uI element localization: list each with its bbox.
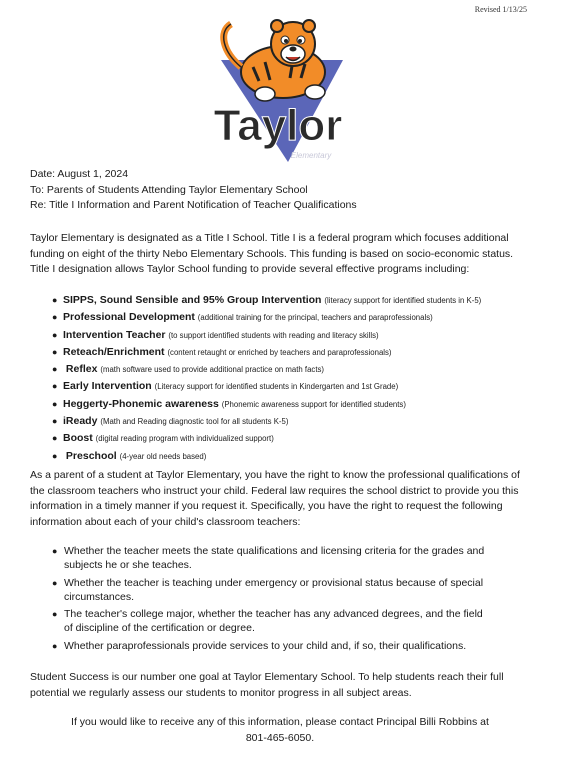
bullet-icon: ●: [52, 295, 58, 305]
program-desc: (digital reading program with individualized support): [95, 434, 274, 444]
program-item: [52, 344, 481, 361]
bullet-icon: ●: [52, 398, 58, 409]
contact-paragraph: If you would like to receive any of this information, please contact Principal Billi Robbins at 801-465-6050.: [71, 716, 489, 744]
program-desc: (content retaught or enriched by teachers and paraprofessionals): [167, 347, 392, 357]
bullet-icon: ●: [52, 329, 58, 340]
program-name: Early Intervention: [63, 380, 152, 393]
bullet-icon: ●: [52, 546, 58, 556]
program-desc: (4-year old needs based): [119, 451, 207, 461]
rights-item: ● Whether paraprofessionals provide services to your child and, if so, their qualifications.: [52, 639, 467, 652]
program-name: Reflex: [65, 363, 98, 376]
logo-tagline: Elementary: [290, 151, 332, 160]
bullet-icon: ●: [52, 416, 58, 427]
letter-date: Date: August 1, 2024: [30, 168, 129, 180]
program-desc: (to support identified students with reading and literacy skills): [168, 330, 379, 340]
revised-date: Revised 1/13/25: [474, 5, 527, 14]
programs-list: [52, 292, 481, 465]
school-logo: [193, 12, 363, 162]
program-name: SIPPS, Sound Sensible and 95% Group Intervention: [63, 294, 322, 306]
intro-paragraph: Taylor Elementary is designated as a Title I School. Title I is a federal program which focuses additional funding on eight of the thirty Nebo Elementary Schools. This funding is based on socio-economic status. Title I designation allows Taylor School funding to provide several effective programs including:: [30, 232, 514, 276]
program-item: [52, 448, 481, 465]
program-item: [52, 430, 481, 447]
program-name: Reteach/Enrichment: [63, 345, 165, 358]
program-name: Heggerty-Phonemic awareness: [63, 397, 219, 410]
bullet-icon: ●: [52, 381, 58, 392]
tiger-logo-image: [193, 12, 363, 162]
bullet-icon: ●: [52, 450, 58, 461]
program-name: iReady: [63, 415, 98, 428]
program-desc: (literacy support for identified students in K-5): [324, 296, 482, 305]
rights-item: ● The teacher's college major, whether the teacher has any advanced degrees, and the field of discipline of the certification or degree.: [52, 608, 483, 635]
program-name: Preschool: [65, 449, 117, 462]
program-item: [52, 292, 481, 309]
bullet-icon: ●: [52, 364, 58, 375]
program-item: [52, 327, 481, 344]
letter-subject: Re: Title I Information and Parent Notification of Teacher Qualifications: [30, 199, 357, 211]
program-item: [52, 413, 481, 430]
rights-paragraph: As a parent of a student at Taylor Elementary, you have the right to know the professional qualifications of the classroom teachers who instruct your child. Federal law requires the school district to provide you this information in a timely manner if you request it. Specifically, you have the right to request the following information about each of your child's classroom teachers:: [30, 469, 520, 529]
program-item: [52, 396, 481, 413]
program-name: Boost: [63, 432, 93, 445]
bullet-icon: ●: [52, 577, 58, 588]
logo-wordmark: Taylor: [213, 101, 343, 150]
rights-item: ● Whether the teacher is teaching under emergency or provisional status because of special circumstances.: [52, 576, 484, 603]
program-desc: (Literacy support for identified students in Kindergarten and 1st Grade): [154, 382, 399, 392]
program-desc: (math software used to provide additional practice on math facts): [100, 365, 324, 375]
program-name: Professional Development: [63, 311, 195, 324]
program-item: [52, 378, 481, 395]
program-item: [52, 361, 481, 378]
program-desc: (Math and Reading diagnostic tool for all students K-5): [100, 417, 289, 427]
bullet-icon: ●: [52, 609, 58, 620]
bullet-icon: ●: [52, 640, 58, 651]
success-paragraph: Student Success is our number one goal at Taylor Elementary School. To help students reach their full potential we regularly assess our students to monitor progress in all subject areas.: [30, 671, 504, 699]
rights-item: ● Whether the teacher meets the state qualifications and licensing criteria for the grades and subjects he or she teaches.: [52, 545, 485, 572]
bullet-icon: ●: [52, 312, 58, 323]
program-item: [52, 309, 481, 326]
letter-header: [30, 167, 357, 214]
bullet-icon: ●: [52, 346, 58, 357]
letter-recipient: To: Parents of Students Attending Taylor Elementary School: [30, 183, 308, 196]
program-desc: (additional training for the principal, teachers and paraprofessionals): [197, 313, 433, 323]
program-name: Intervention Teacher: [63, 328, 166, 341]
program-desc: (Phonemic awareness support for identified students): [221, 399, 406, 409]
bullet-icon: ●: [52, 433, 58, 444]
rights-list: [52, 544, 492, 656]
